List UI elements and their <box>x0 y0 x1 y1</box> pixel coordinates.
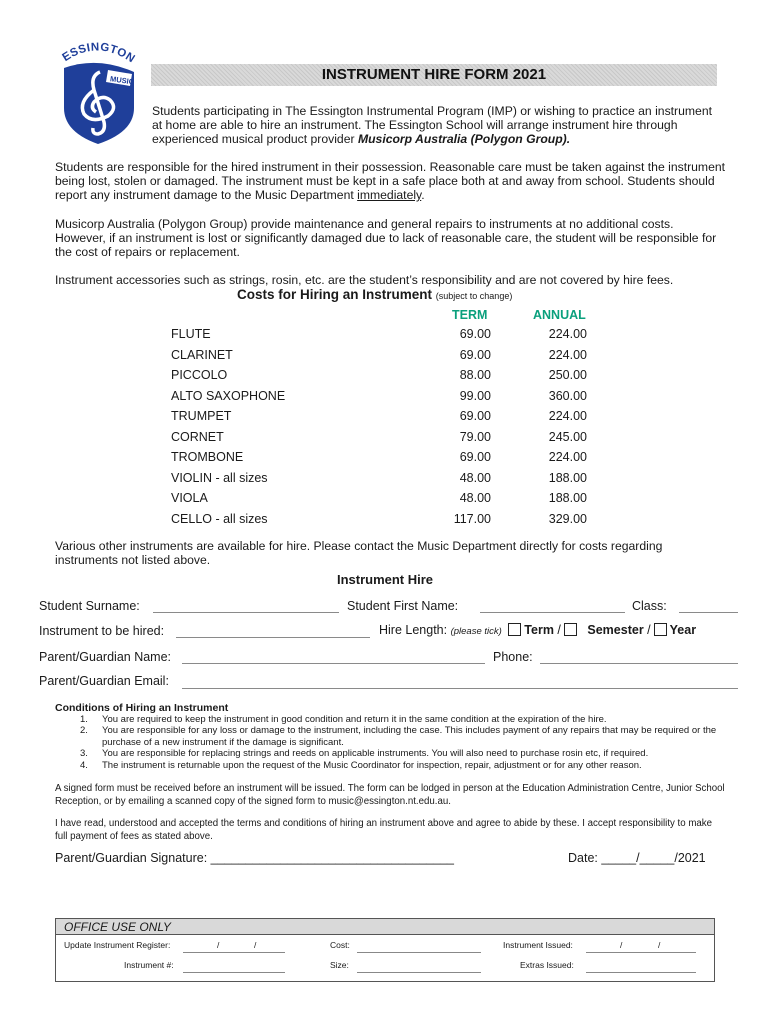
instrument-issued-label: Instrument Issued: <box>503 940 573 950</box>
intro-paragraph <box>152 104 712 146</box>
hire-length-label: Hire Length: <box>379 623 448 637</box>
condition-item <box>80 748 720 759</box>
condition-number: 4. <box>80 759 88 771</box>
condition-item <box>80 714 720 725</box>
cost-row <box>171 491 591 511</box>
cost-name: CORNET <box>171 429 224 444</box>
costs-title <box>237 287 512 302</box>
hire-length-group <box>379 623 696 637</box>
phone-label: Phone: <box>493 650 533 664</box>
extras-issued-label: Extras Issued: <box>520 960 574 970</box>
cost-row <box>171 512 591 532</box>
class-label: Class: <box>632 599 667 613</box>
issued-slash-1: / <box>620 940 623 950</box>
instrument-number-label: Instrument #: <box>124 960 174 970</box>
condition-text: The instrument is returnable upon the request of the Music Coordinator for inspection, repair, adjustment or for any other reason. <box>102 759 642 771</box>
cost-name: CELLO - all sizes <box>171 511 268 526</box>
cost-label: Cost: <box>330 940 350 950</box>
logo-top-text: ESSINGTON <box>60 42 137 66</box>
agreement-paragraph: I have read, understood and accepted the terms and conditions of hiring an instrument above and agree to abide by these. I accept responsibility to make full payment of fees as stated above. <box>55 818 713 842</box>
first-name-label: Student First Name: <box>347 599 459 613</box>
various-paragraph: Various other instruments are available for hire. Please contact the Music Department directly for costs regarding instruments not listed above. <box>55 539 663 567</box>
year-option-label: Year <box>669 623 697 637</box>
year-checkbox[interactable] <box>654 623 667 636</box>
cost-term: 99.00 <box>459 388 491 403</box>
cost-name: TRUMPET <box>171 409 232 423</box>
instrument-hire-title: Instrument Hire <box>336 572 434 587</box>
cost-term: 69.00 <box>459 327 491 341</box>
term-option-label: Term <box>524 623 554 637</box>
condition-text: You are responsible for replacing strings and reeds on applicable instruments. You will also need to purchase rosin etc, if required. <box>102 748 649 760</box>
cost-annual: 188.00 <box>548 491 587 505</box>
cost-annual: 224.00 <box>548 327 587 341</box>
cost-annual: 360.00 <box>548 388 587 403</box>
guardian-name-input[interactable] <box>182 663 485 664</box>
guardian-name-label: Parent/Guardian Name: <box>39 650 172 664</box>
responsibility-paragraph <box>55 160 725 202</box>
surname-label: Student Surname: <box>39 599 140 613</box>
condition-item <box>80 725 720 748</box>
accessories-paragraph: Instrument accessories such as strings, rosin, etc. are the student’s responsibility and are not covered by hire fees. <box>55 273 674 287</box>
costs-title-text: Costs for Hiring an Instrument <box>237 287 433 302</box>
condition-text: You are responsible for any loss or damage to the instrument, including the case. This includes payment of any repairs that may be required or the purchase of a new instrument if the damage is significant. <box>102 725 717 748</box>
guardian-email-input[interactable] <box>182 688 738 689</box>
condition-number: 1. <box>80 714 88 725</box>
cost-name: VIOLA <box>171 491 208 505</box>
separator: / <box>557 623 561 637</box>
signed-form-paragraph: A signed form must be received before an instrument will be issued. The form can be lodged in person at the Education Administration Centre, Junior School Reception, or by emailing a scanned copy of the signed form to music@essington.nt.edu.au. <box>55 783 725 807</box>
condition-number: 2. <box>80 725 88 737</box>
cost-row <box>171 368 591 388</box>
responsibility-end: . <box>421 188 425 202</box>
provider-name: Musicorp Australia (Polygon Group). <box>357 132 571 146</box>
date-slash-2: / <box>254 940 257 950</box>
cost-name: TROMBONE <box>171 450 244 464</box>
cost-annual: 329.00 <box>548 511 587 526</box>
conditions-title: Conditions of Hiring an Instrument <box>55 702 229 714</box>
responsibility-text: Students are responsible for the hired instrument in their possession. Reasonable care must be taken against the instrument being lost, stolen or damaged. The instrument must be kept in a safe place both at and away from school. Students should report any instrument damage to the Music Department <box>55 160 726 202</box>
intro-text: Students participating in The Essington Instrumental Program (IMP) or wishing to practice an instrument at home are able to hire an instrument. The Essington School will arrange instrument hire through experienced musical product provider <box>152 104 712 146</box>
cost-annual: 224.00 <box>548 409 587 423</box>
cost-term: 69.00 <box>459 450 491 464</box>
cost-annual: 188.00 <box>548 470 587 485</box>
cost-annual: 224.00 <box>548 347 587 362</box>
maintenance-paragraph: Musicorp Australia (Polygon Group) provide maintenance and general repairs to instruments at no additional costs. However, if an instrument is lost or significantly damaged due to lack of reasonable care, the student will be responsible for the cost of repairs or replacement. <box>55 217 717 259</box>
office-use-title: OFFICE USE ONLY <box>56 919 714 935</box>
phone-input[interactable] <box>540 663 738 664</box>
size-input[interactable] <box>357 972 481 973</box>
condition-text: You are required to keep the instrument in good condition and return it in the same condition at the expiration of the hire. <box>102 714 607 725</box>
cost-term: 48.00 <box>459 491 491 505</box>
annual-column-header: ANNUAL <box>533 308 586 322</box>
semester-option-label: Semester <box>587 623 644 637</box>
guardian-email-label: Parent/Guardian Email: <box>39 674 169 688</box>
cost-term: 117.00 <box>453 511 491 526</box>
cost-name: CLARINET <box>171 347 233 362</box>
semester-checkbox[interactable] <box>564 623 577 636</box>
condition-item <box>80 760 720 771</box>
instrument-label: Instrument to be hired: <box>39 624 165 638</box>
cost-annual: 250.00 <box>548 368 587 382</box>
cost-name: PICCOLO <box>171 368 228 382</box>
cost-row <box>171 348 591 368</box>
please-tick-note: (please tick) <box>450 626 502 637</box>
issued-slash-2: / <box>658 940 661 950</box>
term-column-header: TERM <box>452 308 488 322</box>
cost-annual: 224.00 <box>548 450 587 464</box>
update-register-label: Update Instrument Register: <box>64 940 171 950</box>
svg-text:ESSINGTON <box>60 42 137 65</box>
cost-term: 69.00 <box>459 409 491 423</box>
update-register-input[interactable] <box>183 952 285 953</box>
first-name-input[interactable] <box>480 612 625 613</box>
size-label: Size: <box>330 960 349 970</box>
instrument-number-input[interactable] <box>183 972 285 973</box>
cost-name: FLUTE <box>171 327 211 341</box>
cost-input[interactable] <box>357 952 481 953</box>
cost-name: ALTO SAXOPHONE <box>171 388 286 403</box>
term-checkbox[interactable] <box>508 623 521 636</box>
office-use-box <box>55 918 715 982</box>
cost-term: 48.00 <box>459 470 491 485</box>
class-input[interactable] <box>679 612 738 613</box>
cost-row <box>171 450 591 470</box>
signature-field[interactable]: Parent/Guardian Signature: ___________________________________ <box>55 851 454 865</box>
cost-name: VIOLIN - all sizes <box>171 470 268 485</box>
condition-number: 3. <box>80 748 88 760</box>
conditions-list <box>80 714 720 771</box>
cost-term: 79.00 <box>459 429 491 444</box>
instrument-input[interactable] <box>176 637 370 638</box>
separator: / <box>647 623 651 637</box>
costs-subtitle: (subject to change) <box>435 291 513 301</box>
immediately-text: immediately <box>357 188 422 202</box>
cost-row <box>171 471 591 491</box>
instrument-issued-input[interactable] <box>586 952 696 953</box>
date-field[interactable]: Date: _____/_____/2021 <box>568 851 706 865</box>
cost-term: 69.00 <box>459 347 491 362</box>
logo-banner-text: MUSIC <box>109 74 135 87</box>
cost-row <box>171 389 591 409</box>
surname-input[interactable] <box>153 612 339 613</box>
cost-term: 88.00 <box>459 368 491 382</box>
extras-issued-input[interactable] <box>586 972 696 973</box>
cost-row <box>171 409 591 429</box>
cost-annual: 245.00 <box>548 429 587 444</box>
essington-music-logo <box>56 42 140 146</box>
cost-row <box>171 430 591 450</box>
date-slash-1: / <box>217 940 220 950</box>
cost-row <box>171 327 591 347</box>
form-title: INSTRUMENT HIRE FORM 2021 <box>151 64 717 86</box>
